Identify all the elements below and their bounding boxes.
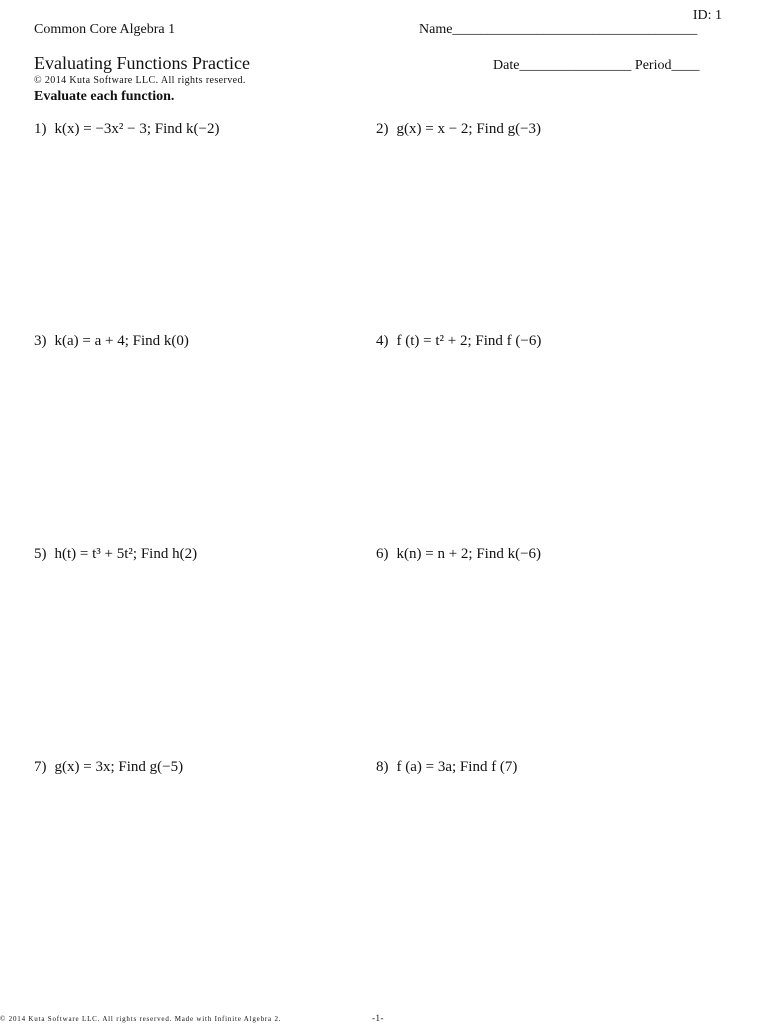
problem-text: f (a) = 3a; Find f (7) [396, 759, 518, 775]
problem-5 [34, 546, 197, 563]
problem-4 [376, 333, 541, 350]
problem-number: 7) [34, 759, 47, 775]
problem-2 [376, 121, 541, 138]
problem-text: g(x) = x − 2; Find g(−3) [396, 121, 542, 137]
problem-number: 2) [376, 121, 389, 137]
problem-number: 8) [376, 759, 389, 775]
problem-number: 6) [376, 546, 389, 562]
problem-number: 1) [34, 121, 47, 137]
course-name: Common Core Algebra 1 [34, 22, 176, 37]
date-period-line: Date________________ Period____ [493, 58, 700, 73]
page-number: -1- [372, 1013, 384, 1023]
instructions: Evaluate each function. [34, 89, 175, 104]
worksheet-title: Evaluating Functions Practice [34, 53, 250, 73]
problem-text: h(t) = t³ + 5t²; Find h(2) [54, 546, 198, 562]
problem-number: 5) [34, 546, 47, 562]
copyright-notice: © 2014 Kuta Software LLC. All rights reserved. [34, 75, 246, 86]
worksheet-id: ID: 1 [692, 8, 722, 23]
problem-number: 3) [34, 333, 47, 349]
problem-6 [376, 546, 541, 563]
problem-text: k(a) = a + 4; Find k(0) [54, 333, 189, 349]
problem-8 [376, 759, 517, 776]
problem-text: k(n) = n + 2; Find k(−6) [396, 546, 542, 562]
problem-7 [34, 759, 183, 776]
problem-text: g(x) = 3x; Find g(−5) [54, 759, 184, 775]
problem-text: k(x) = −3x² − 3; Find k(−2) [54, 121, 220, 137]
problem-3 [34, 333, 189, 350]
footer-copyright: © 2014 Kuta Software LLC. All rights reserved. Made with Infinite Algebra 2. [0, 1015, 282, 1023]
problem-1 [34, 121, 220, 138]
problem-number: 4) [376, 333, 389, 349]
name-field-line: Name___________________________________ [419, 22, 698, 37]
problem-text: f (t) = t² + 2; Find f (−6) [396, 333, 542, 349]
